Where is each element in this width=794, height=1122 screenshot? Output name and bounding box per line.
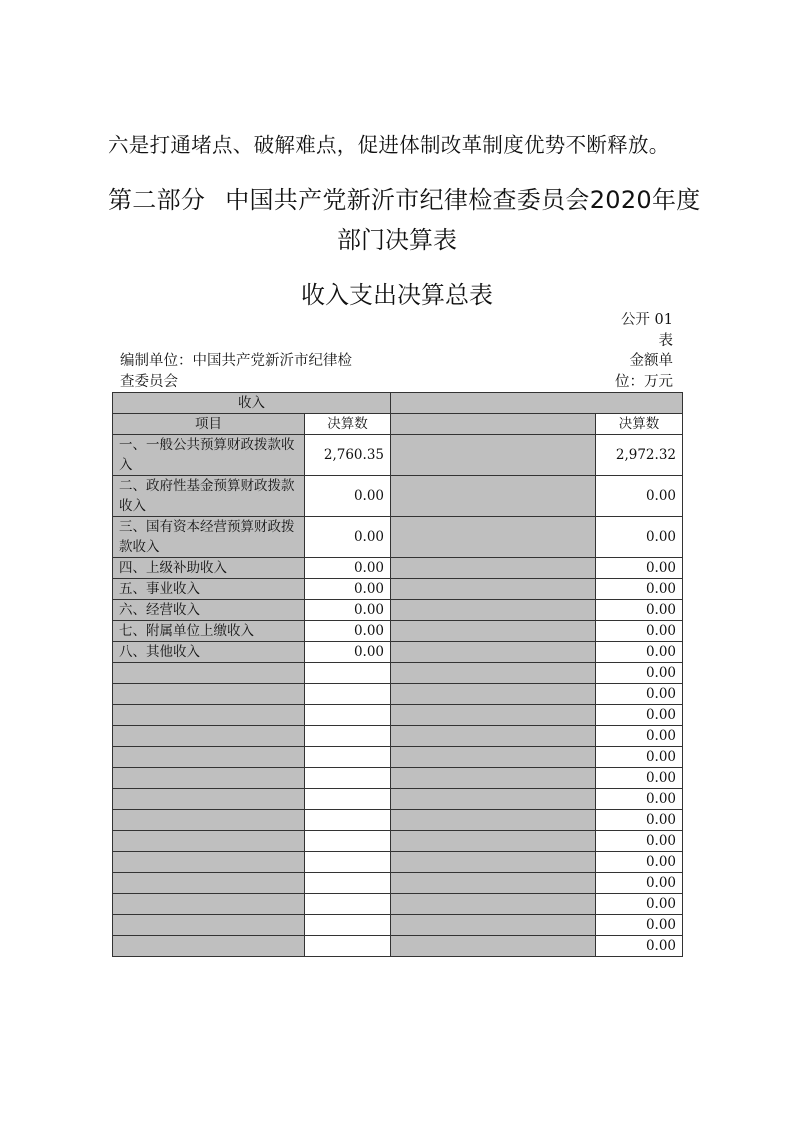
- expense-amount: 0.00: [596, 663, 683, 684]
- income-item-label: [113, 663, 305, 684]
- table-row: [113, 642, 683, 663]
- income-amount: [305, 684, 391, 705]
- income-amount: 0.00: [305, 558, 391, 579]
- table-row: [113, 663, 683, 684]
- table-row: [113, 684, 683, 705]
- table-row: [113, 747, 683, 768]
- expense-amount: 0.00: [596, 810, 683, 831]
- expense-amount: 0.00: [596, 768, 683, 789]
- expense-item-label: [391, 517, 596, 558]
- table-title: 收入支出决算总表: [301, 281, 493, 309]
- expense-item-label: [391, 558, 596, 579]
- income-item-label: 二、政府性基金预算财政拨款收入: [113, 476, 305, 517]
- form-code-line2: 表: [658, 333, 673, 349]
- expense-amount: 0.00: [596, 517, 683, 558]
- compiling-unit-line1: 编制单位：中国共产党新沂市纪律检: [120, 353, 352, 369]
- income-item-label: 五、事业收入: [113, 579, 305, 600]
- income-header: 收入: [113, 393, 391, 414]
- income-item-label: [113, 894, 305, 915]
- income-item-label: [113, 873, 305, 894]
- income-amount: 0.00: [305, 579, 391, 600]
- part-label: 第二部分: [108, 186, 206, 214]
- table-row: [113, 915, 683, 936]
- amount-unit-line2: 位：万元: [615, 374, 673, 390]
- expense-item-label: [391, 894, 596, 915]
- table-row: [113, 852, 683, 873]
- expense-amount: 0.00: [596, 476, 683, 517]
- expense-amount: 0.00: [596, 726, 683, 747]
- expense-item-label: [391, 600, 596, 621]
- income-amount: [305, 747, 391, 768]
- table-row: [113, 558, 683, 579]
- income-amount: [305, 663, 391, 684]
- header-row-1: [113, 393, 683, 414]
- income-amount: 0.00: [305, 621, 391, 642]
- table-row: [113, 476, 683, 517]
- expense-item-label: [391, 726, 596, 747]
- part-heading: [108, 180, 701, 215]
- expense-amount: 0.00: [596, 579, 683, 600]
- expense-amount: 0.00: [596, 894, 683, 915]
- income-amount: [305, 726, 391, 747]
- table-row: [113, 435, 683, 476]
- expense-amount: 0.00: [596, 789, 683, 810]
- form-code-line1: 公开 01: [620, 312, 673, 328]
- income-item-label: [113, 726, 305, 747]
- table-row: [113, 831, 683, 852]
- item-header: 项目: [113, 414, 305, 435]
- expense-amount: 0.00: [596, 558, 683, 579]
- amount-header: 决算数: [305, 414, 391, 435]
- income-item-label: [113, 810, 305, 831]
- income-amount: 0.00: [305, 642, 391, 663]
- table-row: [113, 936, 683, 957]
- income-item-label: [113, 684, 305, 705]
- form-code: [593, 310, 673, 352]
- expense-item-label: [391, 915, 596, 936]
- income-item-label: 一、一般公共预算财政拨款收入: [113, 435, 305, 476]
- expense-item-label: [391, 936, 596, 957]
- income-item-label: 三、国有资本经营预算财政拨款收入: [113, 517, 305, 558]
- expense-header: [391, 393, 683, 414]
- table-row: [113, 726, 683, 747]
- income-amount: [305, 936, 391, 957]
- part-title-line2: 部门决算表: [337, 226, 457, 254]
- expense-item-label: [391, 476, 596, 517]
- income-amount: 0.00: [305, 600, 391, 621]
- table-row: [113, 621, 683, 642]
- expense-item-label: [391, 435, 596, 476]
- expense-amount: 0.00: [596, 873, 683, 894]
- expense-item-label: [391, 873, 596, 894]
- expense-item-label: [391, 852, 596, 873]
- amount-unit: [613, 351, 673, 393]
- income-item-label: [113, 705, 305, 726]
- expense-item-header: [391, 414, 596, 435]
- income-item-label: 八、其他收入: [113, 642, 305, 663]
- header-row-2: [113, 414, 683, 435]
- income-item-label: [113, 831, 305, 852]
- table-row: [113, 789, 683, 810]
- amount-unit-line1: 金额单: [629, 353, 673, 369]
- table-row: [113, 873, 683, 894]
- income-amount: 2,760.35: [305, 435, 391, 476]
- expense-amount: 0.00: [596, 915, 683, 936]
- compiling-unit: [120, 351, 390, 393]
- table-row: [113, 810, 683, 831]
- table-row: [113, 600, 683, 621]
- expense-item-label: [391, 642, 596, 663]
- expense-amount: 0.00: [596, 705, 683, 726]
- expense-item-label: [391, 768, 596, 789]
- expense-amount: 0.00: [596, 600, 683, 621]
- income-item-label: [113, 915, 305, 936]
- income-item-label: 七、附属单位上缴收入: [113, 621, 305, 642]
- expense-amount: 0.00: [596, 684, 683, 705]
- body-paragraph: 六是打通堵点、破解难点，促进体制改革制度优势不断释放。: [108, 133, 670, 157]
- table-row: [113, 705, 683, 726]
- table-row: [113, 768, 683, 789]
- income-amount: [305, 810, 391, 831]
- income-amount: [305, 831, 391, 852]
- expense-item-label: [391, 621, 596, 642]
- table-row: [113, 517, 683, 558]
- compiling-unit-line2: 查委员会: [120, 374, 178, 390]
- expense-item-label: [391, 684, 596, 705]
- income-item-label: [113, 936, 305, 957]
- income-amount: 0.00: [305, 476, 391, 517]
- income-amount: 0.00: [305, 517, 391, 558]
- expense-amount: 0.00: [596, 621, 683, 642]
- income-amount: [305, 789, 391, 810]
- income-item-label: [113, 852, 305, 873]
- expense-item-label: [391, 579, 596, 600]
- income-amount: [305, 915, 391, 936]
- part-title-line1: 中国共产党新沂市纪律检查委员会2020年度: [225, 186, 701, 214]
- expense-item-label: [391, 789, 596, 810]
- income-item-label: [113, 747, 305, 768]
- table-row: [113, 579, 683, 600]
- income-expense-table: [112, 392, 683, 957]
- expense-item-label: [391, 705, 596, 726]
- expense-amount: 0.00: [596, 831, 683, 852]
- expense-item-label: [391, 663, 596, 684]
- expense-amount-header: 决算数: [596, 414, 683, 435]
- expense-item-label: [391, 810, 596, 831]
- expense-amount: 0.00: [596, 747, 683, 768]
- income-item-label: 四、上级补助收入: [113, 558, 305, 579]
- income-item-label: 六、经营收入: [113, 600, 305, 621]
- expense-amount: 0.00: [596, 642, 683, 663]
- income-amount: [305, 705, 391, 726]
- expense-amount: 2,972.32: [596, 435, 683, 476]
- income-amount: [305, 768, 391, 789]
- income-amount: [305, 894, 391, 915]
- table-row: [113, 894, 683, 915]
- expense-amount: 0.00: [596, 936, 683, 957]
- income-amount: [305, 873, 391, 894]
- expense-item-label: [391, 831, 596, 852]
- expense-amount: 0.00: [596, 852, 683, 873]
- income-item-label: [113, 768, 305, 789]
- income-amount: [305, 852, 391, 873]
- income-item-label: [113, 789, 305, 810]
- expense-item-label: [391, 747, 596, 768]
